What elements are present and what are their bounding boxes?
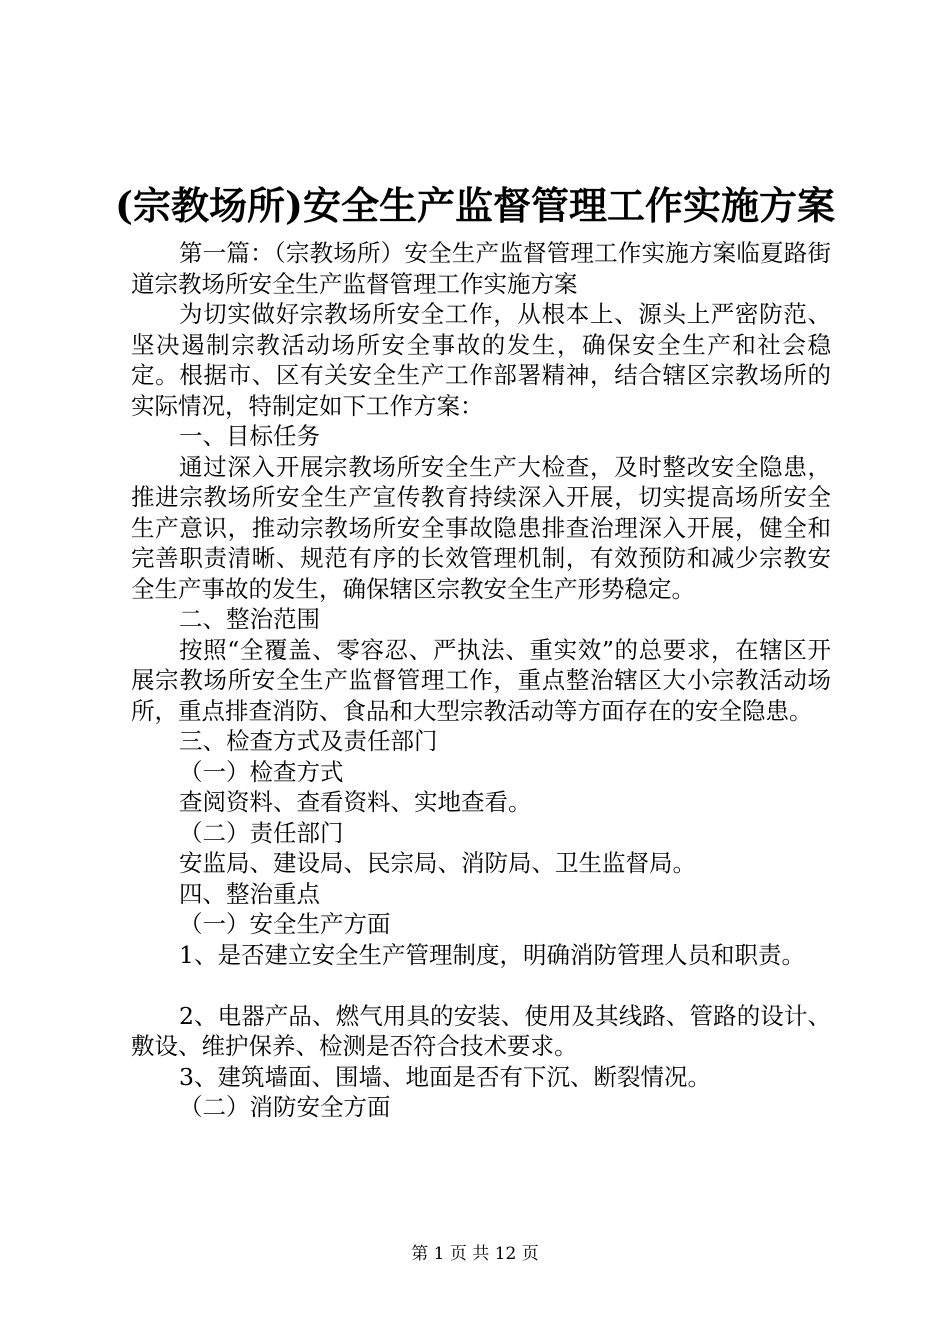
heading-scope: 二、整治范围 (179, 605, 320, 633)
list-item-3: 3、建筑墙面、围墙、地面是否有下沉、断裂情况。 (179, 1062, 711, 1091)
list-item-2: 2、电器产品、燃气用具的安装、使用及其线路、管路的设计、敷设、维护保养、检测是否符合技术要求。 (131, 1001, 831, 1060)
subheading-fire-safety: （二）消防安全方面 (179, 1093, 391, 1121)
page-footer: 第 1 页 共 12 页 (411, 1244, 539, 1264)
paragraph-goals: 通过深入开展宗教场所安全生产大检查，及时整改安全隐患，推进宗教场所安全生产宣传教育持续深入开展，切实提高场所安全生产意识，推动宗教场所安全事故隐患排查治理深入开展，健全和完善职责清晰、规范有序的长效管理机制，有效预防和减少宗教安全生产事故的发生，确保辖区宗教安全生产形势稳定。 (131, 452, 831, 603)
paragraph-scope: 按照“全覆盖、零容忍、严执法、重实效”的总要求，在辖区开展宗教场所安全生产监督管理工作，重点整治辖区大小宗教活动场所，重点排查消防、食品和大型宗教活动等方面存在的安全隐患。 (131, 635, 831, 725)
list-item-1: 1、是否建立安全生产管理制度，明确消防管理人员和职责。 (179, 940, 805, 969)
paragraph-intro: 第一篇：（宗教场所）安全生产监督管理工作实施方案临夏路街道宗教场所安全生产监督管理工作实施方案 (131, 239, 831, 298)
subheading-inspection-method: （一）检查方式 (179, 757, 344, 786)
document-title: (宗教场所)安全生产监督管理工作实施方案 (115, 183, 835, 228)
document-body (131, 238, 831, 1123)
paragraph-responsible-departments: 安监局、建设局、民宗局、消防局、卫生监督局。 (179, 849, 696, 877)
paragraph-inspection-method: 查阅资料、查看资料、实地查看。 (179, 788, 532, 816)
heading-goals: 一、目标任务 (179, 422, 320, 450)
subheading-production-safety: （一）安全生产方面 (179, 910, 391, 938)
subheading-responsible-departments: （二）责任部门 (179, 818, 344, 847)
heading-inspection: 三、检查方式及责任部门 (179, 727, 438, 755)
paragraph-purpose: 为切实做好宗教场所安全工作，从根本上、源头上严密防范、坚决遏制宗教活动场所安全事故的发生，确保安全生产和社会稳定。根据市、区有关安全生产工作部署精神，结合辖区宗教场所的实际情况，特制定如下工作方案： (131, 300, 831, 420)
heading-key-points: 四、整治重点 (179, 879, 320, 908)
